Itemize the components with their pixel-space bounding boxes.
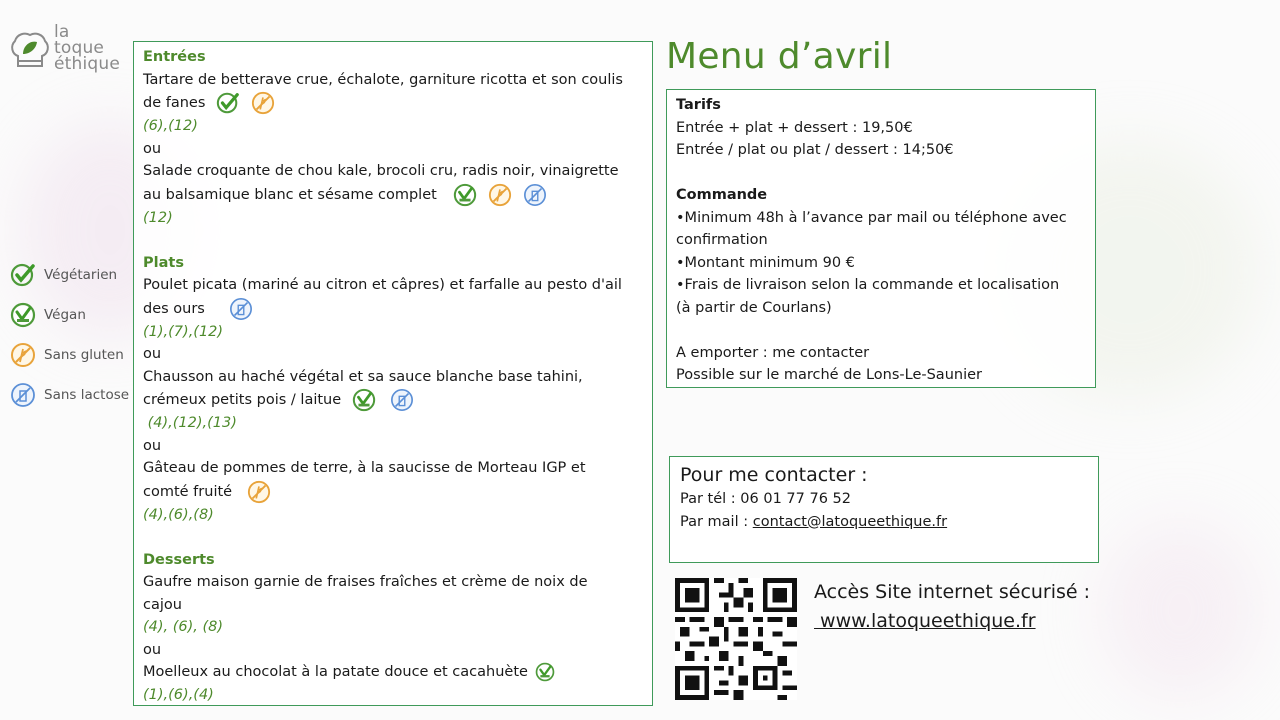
dish-text: Poulet picata (mariné au citron et câpres) et farfalle au pesto d'ail (143, 277, 622, 293)
qr-code[interactable] (675, 578, 797, 700)
order-rule: •Montant minimum 90 € (676, 254, 855, 271)
dish-text-line (143, 91, 643, 115)
allergen-list: (12) (143, 209, 173, 226)
legend-item-gluten-free (10, 335, 135, 375)
order-rule: confirmation (676, 232, 768, 248)
page-title: Menu d’avril (666, 36, 893, 77)
background-decoration (1100, 520, 1260, 700)
section-title-desserts: Desserts (143, 551, 215, 568)
dish-text: crémeux petits pois / laitue (143, 392, 342, 408)
website-block (814, 578, 1090, 636)
chef-hat-icon (10, 26, 50, 70)
dish-text: Chausson au haché végétal et sa sauce blanche base tahini, (143, 368, 583, 385)
lactose-free-icon (10, 382, 36, 408)
section-title-entrees: Entrées (143, 49, 206, 65)
price-line: Entrée / plat ou plat / dessert : 14;50€ (676, 142, 954, 158)
dish-text-line (143, 297, 643, 321)
order-rule: •Frais de livraison selon la commande et localisation (676, 277, 1060, 293)
allergen-list: (1),(7),(12) (143, 323, 224, 340)
logo-text-line: la (54, 22, 70, 42)
dish-text-line (143, 183, 643, 207)
legend-label: Végétarien (44, 267, 118, 283)
market-info: Possible sur le marché de Lons-Le-Saunier (676, 367, 982, 383)
legend-label: Végan (44, 307, 86, 323)
allergen-list: (6),(12) (143, 118, 198, 134)
order-rule: (à partir de Courlans) (676, 299, 832, 316)
dish-text-line (143, 388, 643, 412)
allergen-list: (4),(6),(8) (143, 506, 214, 523)
takeaway-info: A emporter : me contacter (676, 344, 870, 361)
gluten-free-icon (10, 342, 36, 368)
dish-text: de fanes (143, 95, 206, 111)
or-separator: ou (143, 346, 162, 362)
lactose-free-icon (523, 183, 547, 207)
lactose-free-icon (390, 388, 414, 412)
diet-legend (10, 255, 135, 415)
dish-text: Gaufre maison garnie de fraises fraîches et crème de noix de (143, 574, 588, 590)
vegetarian-icon (10, 262, 36, 288)
vegan-icon (352, 388, 376, 412)
dish-text: au balsamique blanc et sésame complet (143, 186, 437, 203)
gluten-free-icon (247, 480, 271, 504)
contact-box (669, 456, 1099, 563)
allergen-list: (1),(6),(4) (143, 686, 214, 703)
vegan-icon (535, 662, 555, 682)
tarifs-title: Tarifs (676, 97, 721, 113)
dish-text: Gâteau de pommes de terre, à la saucisse de Morteau IGP et (143, 460, 586, 476)
order-rule: •Minimum 48h à l’avance par mail ou téléphone avec (676, 209, 1067, 226)
dish-text: des ours (143, 300, 205, 317)
logo-text-line: éthique (54, 54, 121, 74)
menu-box (133, 41, 653, 706)
vegan-icon (10, 302, 36, 328)
dish-text: Moelleux au chocolat à la patate douce et cacahuète (143, 664, 528, 680)
contact-mail-link[interactable]: contact@latoqueethique.fr (752, 513, 948, 530)
website-label: Accès Site internet sécurisé : (814, 581, 1091, 603)
commande-title: Commande (676, 187, 768, 203)
vegan-icon (453, 183, 477, 207)
legend-item-vegetarian (10, 255, 135, 295)
dish-text: Tartare de betterave crue, échalote, garniture ricotta et son coulis (143, 71, 623, 88)
contact-phone: Par tél : 06 01 77 76 52 (680, 491, 851, 507)
or-separator: ou (143, 437, 162, 454)
dish-text-line (143, 661, 643, 684)
dish-text: cajou (143, 596, 182, 613)
vegetarian-icon (216, 91, 240, 115)
legend-item-lactose-free (10, 375, 135, 415)
logo-text-line: toque (54, 38, 105, 58)
legend-label: Sans gluten (44, 347, 124, 363)
lactose-free-icon (229, 297, 253, 321)
gluten-free-icon (488, 183, 512, 207)
dish-text: comté fruité (143, 483, 233, 500)
allergen-list: (4), (6), (8) (143, 619, 224, 635)
contact-title: Pour me contacter : (680, 464, 868, 486)
allergen-list: (4),(12),(13) (143, 415, 237, 431)
tarifs-box (666, 89, 1096, 388)
legend-label: Sans lactose (44, 387, 130, 403)
website-link[interactable]: www.latoqueethique.fr (814, 610, 1036, 632)
gluten-free-icon (251, 91, 275, 115)
dish-text-line (143, 480, 643, 504)
section-title-plats: Plats (143, 254, 184, 271)
contact-mail-label: Par mail : (680, 513, 753, 530)
price-line: Entrée + plat + dessert : 19,50€ (676, 119, 913, 136)
or-separator: ou (143, 140, 162, 157)
dish-text: Salade croquante de chou kale, brocoli cru, radis noir, vinaigrette (143, 163, 619, 179)
contact-mail-line (680, 511, 1088, 534)
legend-item-vegan (10, 295, 135, 335)
brand-logo (10, 24, 120, 72)
or-separator: ou (143, 641, 162, 658)
